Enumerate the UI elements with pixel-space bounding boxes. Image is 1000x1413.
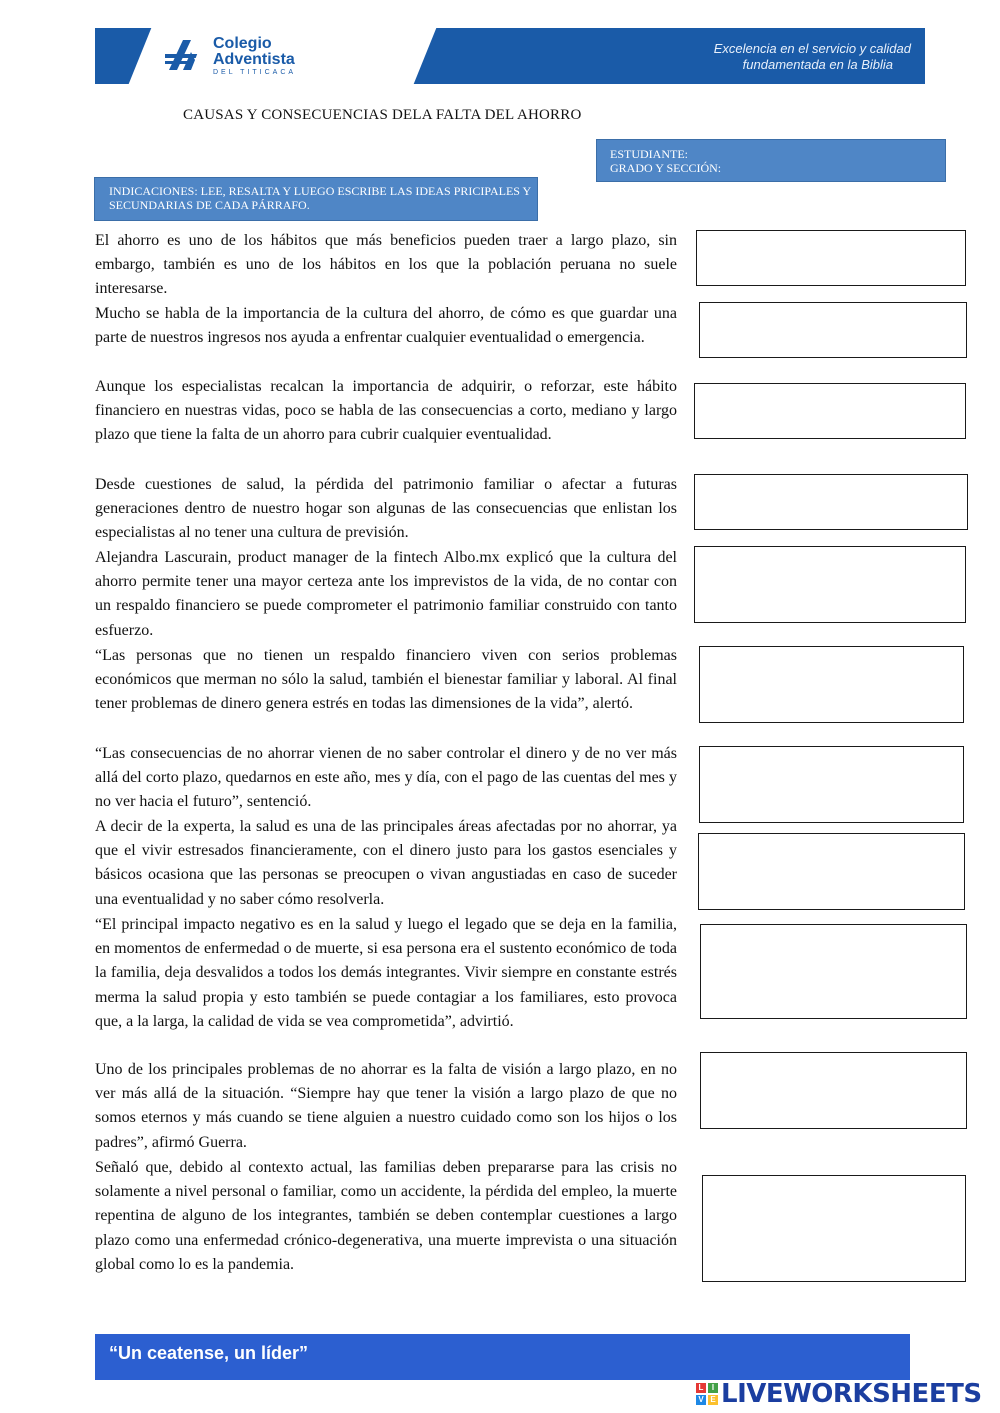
school-logo-icon — [165, 38, 205, 72]
school-name-line1: Colegio — [213, 35, 272, 52]
slogan-line1: Excelencia en el servicio y calidad — [713, 41, 911, 56]
paragraph-2: Mucho se habla de la importancia de la cultura del ahorro, de cómo es que guardar una parte de nuestros ingresos nos ayuda a enfrentar cualquier eventualidad o emergencia. — [95, 305, 677, 347]
paragraph-1: El ahorro es uno de los hábitos que más beneficios pueden traer a largo plazo, sin embargo, también es uno de los hábitos en los que la población peruana no suele interesarse. — [95, 232, 677, 298]
footer-motto-bar — [95, 1334, 910, 1380]
answer-box-9[interactable] — [700, 924, 967, 1019]
page-title: CAUSAS Y CONSECUENCIAS DELA FALTA DEL AHORRO — [183, 107, 582, 123]
liveworksheets-watermark — [696, 1378, 982, 1410]
paragraph-8: A decir de la experta, la salud es una de las principales áreas afectadas por no ahorrar, ya que el vivir estresados financieramente, con el dinero justo para los gastos esenciales y básicos ocasiona que las personas se preocupen o vivan angustiadas en caso de suceder una eventualidad y no saber cómo resolverla. — [95, 818, 677, 908]
answer-box-7[interactable] — [699, 746, 964, 823]
header-slogan — [714, 41, 911, 73]
grade-label: GRADO Y SECCIÓN: — [610, 161, 722, 175]
answer-box-8[interactable] — [698, 833, 965, 910]
answer-box-4[interactable] — [694, 474, 968, 530]
paragraph-11: Señaló que, debido al contexto actual, las familias deben prepararse para las crisis no solamente a nivel personal o familiar, como un accidente, la pérdida del empleo, la muerte repentina de alguno de los integrantes, también se deben contemplar cuestiones a largo plazo como una enfermedad crónico-degenerativa, una muerte imprevista o una situación global como lo es la pandemia. — [95, 1159, 677, 1273]
school-name-line2: Adventista — [213, 51, 295, 68]
answer-box-11[interactable] — [702, 1175, 966, 1282]
school-name — [213, 36, 296, 77]
answer-box-5[interactable] — [694, 546, 966, 623]
liveworksheets-logo-icon: L I V E — [696, 1383, 718, 1405]
paragraph-3: Aunque los especialistas recalcan la importancia de adquirir, o reforzar, este hábito financiero en nuestras vidas, poco se habla de las consecuencias a corto, mediano y largo plazo que tiene la falta de un ahorro para cubrir cualquier eventualidad. — [95, 378, 677, 444]
paragraph-5: Alejandra Lascurain, product manager de la fintech Albo.mx explicó que la cultura del ahorro permite tener una mayor certeza ante los imprevistos de la vida, de no contar con un respaldo financiero se puede comprometer el patrimonio familiar construido con tanto esfuerzo. — [95, 549, 677, 639]
student-label: ESTUDIANTE: — [610, 147, 688, 161]
paragraph-7: “Las consecuencias de no ahorrar vienen de no saber controlar el dinero y de no ver más allá del corto plazo, quedarnos en este año, mes y día, con el pago de las cuentas del mes y no ver hacia el futuro”, sentenció. — [95, 745, 677, 811]
paragraph-9: “El principal impacto negativo es en la salud y luego el legado que se deja en la familia, en momentos de enfermedad o de muerte, si esa persona era el sustento económico de toda la familia, deja desvalidos a todos los demás integrantes. Vivir siempre en constante estrés merma la salud propia y esto también se puede contagiar a los familiares, esto provoca que, a la larga, la calidad de vida se vea comprometida”, advirtió. — [95, 916, 677, 1030]
paragraph-4: Desde cuestiones de salud, la pérdida del patrimonio familiar o afectar a futuras generaciones dentro de nuestro hogar son algunas de las consecuencias que enlistan los especialistas al no tener una cultura de previsión. — [95, 476, 677, 542]
student-info-box — [596, 139, 946, 182]
paragraph-6: “Las personas que no tienen un respaldo financiero viven con serios problemas económicos que merman no sólo la salud, también el bienestar familiar y laboral. Al final tener problemas de dinero genera estrés en todas las dimensiones de la vida”, alertó. — [95, 647, 677, 713]
paragraph-10: Uno de los principales problemas de no ahorrar es la falta de visión a largo plazo, en no ver más allá de la situación. “Siempre hay que tener la visión a largo plazo de que no somos eternos y más cuando se tiene alguien a nuestro cuidado como son los hijos o los padres”, afirmó Guerra. — [95, 1061, 677, 1151]
slogan-line2: fundamentada en la Biblia — [742, 57, 893, 72]
school-name-line3: DEL TITICACA — [213, 69, 297, 76]
footer-motto: “Un ceatense, un líder” — [109, 1343, 309, 1363]
answer-box-6[interactable] — [699, 646, 964, 723]
header-banner — [95, 28, 925, 84]
answer-box-3[interactable] — [694, 383, 966, 439]
answer-box-2[interactable] — [699, 302, 967, 358]
instructions-box: INDICACIONES: LEE, RESALTA Y LUEGO ESCRIBE LAS IDEAS PRICIPALES Y SECUNDARIAS DE CADA PÁRRAFO. — [94, 177, 538, 221]
watermark-text: LIVEWORKSHEETS — [721, 1379, 982, 1409]
answer-box-1[interactable] — [696, 230, 966, 286]
answer-box-10[interactable] — [700, 1052, 967, 1129]
